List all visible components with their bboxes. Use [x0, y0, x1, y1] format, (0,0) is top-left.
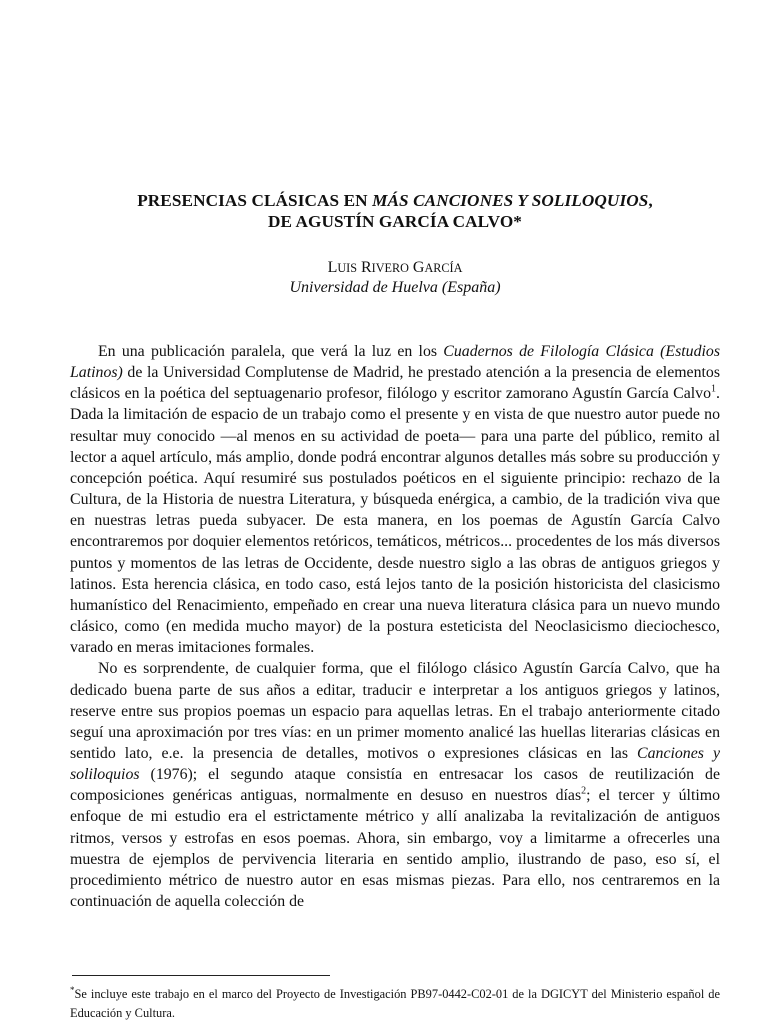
author-name: LUIS RIVERO GARCÍA	[327, 259, 463, 276]
title-line-2: DE AGUSTÍN GARCÍA CALVO*	[267, 212, 523, 231]
title-line-1: PRESENCIAS CLÁSICAS EN MÁS CANCIONES Y SOLILOQUIOS,	[137, 191, 653, 210]
paper-title	[60, 190, 730, 232]
paragraph: En una publicación paralela, que verá la luz en los Cuadernos de Filología Clásica (Estudios Latinos) de la Universidad Complutense de Madrid, he prestado atención a la presencia de elementos clásicos en la poética del septuagenario profesor, filólogo y escritor zamorano Agustín García Calvo$^1$. Dada la limitación de espacio de un trabajo como el presente y en vista de que nuestro autor puede no resultar muy conocido —al menos en su actividad de poeta— para una parte del público, remito al lector a aquel artículo, más amplio, donde podrá encontrar algunos detalles más sobre su producción y concepción poética. Aquí resumiré sus postulados poéticos en el siguiente principio: rechazo de la Cultura, de la Historia de nuestra Literatura, y búsqueda enérgica, a cambio, de la tradición viva que en nuestras letras pueda subyacer. De esta manera, en los poemas de Agustín García Calvo encontraremos por doquier elementos retóricos, temáticos, métricos... procedentes de los más diversos puntos y momentos de las letras de Occidente, desde nuestro siglo a las obras de antiguos griegos y latinos. Esta herencia clásica, en todo caso, está lejos tanto de la posición historicista del clasicismo humanístico del Renacimiento, empeñado en crear una nueva literatura clásica para un nuevo mundo clásico, como (en medida mucho mayor) de la postura esteticista del Neoclasicismo dieciochesco, varado en meras imitaciones formales.	[70, 343, 720, 657]
footnote-ref: 2	[581, 786, 587, 797]
paragraph: No es sorprendente, de cualquier forma, que el filólogo clásico Agustín García Calvo, que ha dedicado buena parte de sus años a editar, traducir e interpretar a los antiguos griegos y latinos, reserve entre sus propios poemas un espacio para aquellas letras. En el trabajo anteriormente citado seguí una aproximación por tres vías: en un primer momento analicé las huellas literarias clásicas en sentido lato, e.e. la presencia de detalles, motivos o expresiones clásicas en las Canciones y soliloquios (1976); el segundo ataque consistía en entresacar los casos de reutilización de composiciones genéricas antiguas, normalmente en desuso en nuestros días$^2$; el tercer y último enfoque de mi estudio era el estrictamente métrico y allí analizaba la revitalización de antiguos ritmos, versos y estrofas en esos poemas. Ahora, sin embargo, voy a limitarme a ofrecerles una muestra de ejemplos de pervivencia literaria en sentido amplio, ilustrando de paso, eso sí, el procedimiento métrico de nuestro autor en esas mismas piezas. Para ello, nos centraremos en la continuación de aquella colección de	[70, 660, 720, 911]
footnote-ref: 1	[711, 384, 717, 396]
body-text	[70, 341, 720, 912]
author-affiliation: Universidad de Huelva (España)	[289, 279, 501, 296]
footnote-mark: *	[70, 984, 75, 995]
footnote-divider	[72, 975, 330, 976]
footnote: *Se incluye este trabajo en el marco del Proyecto de Investigación PB97-0442-C02-01 de la DGICYT del Ministerio español de Educación y Cultura.	[70, 984, 720, 1020]
